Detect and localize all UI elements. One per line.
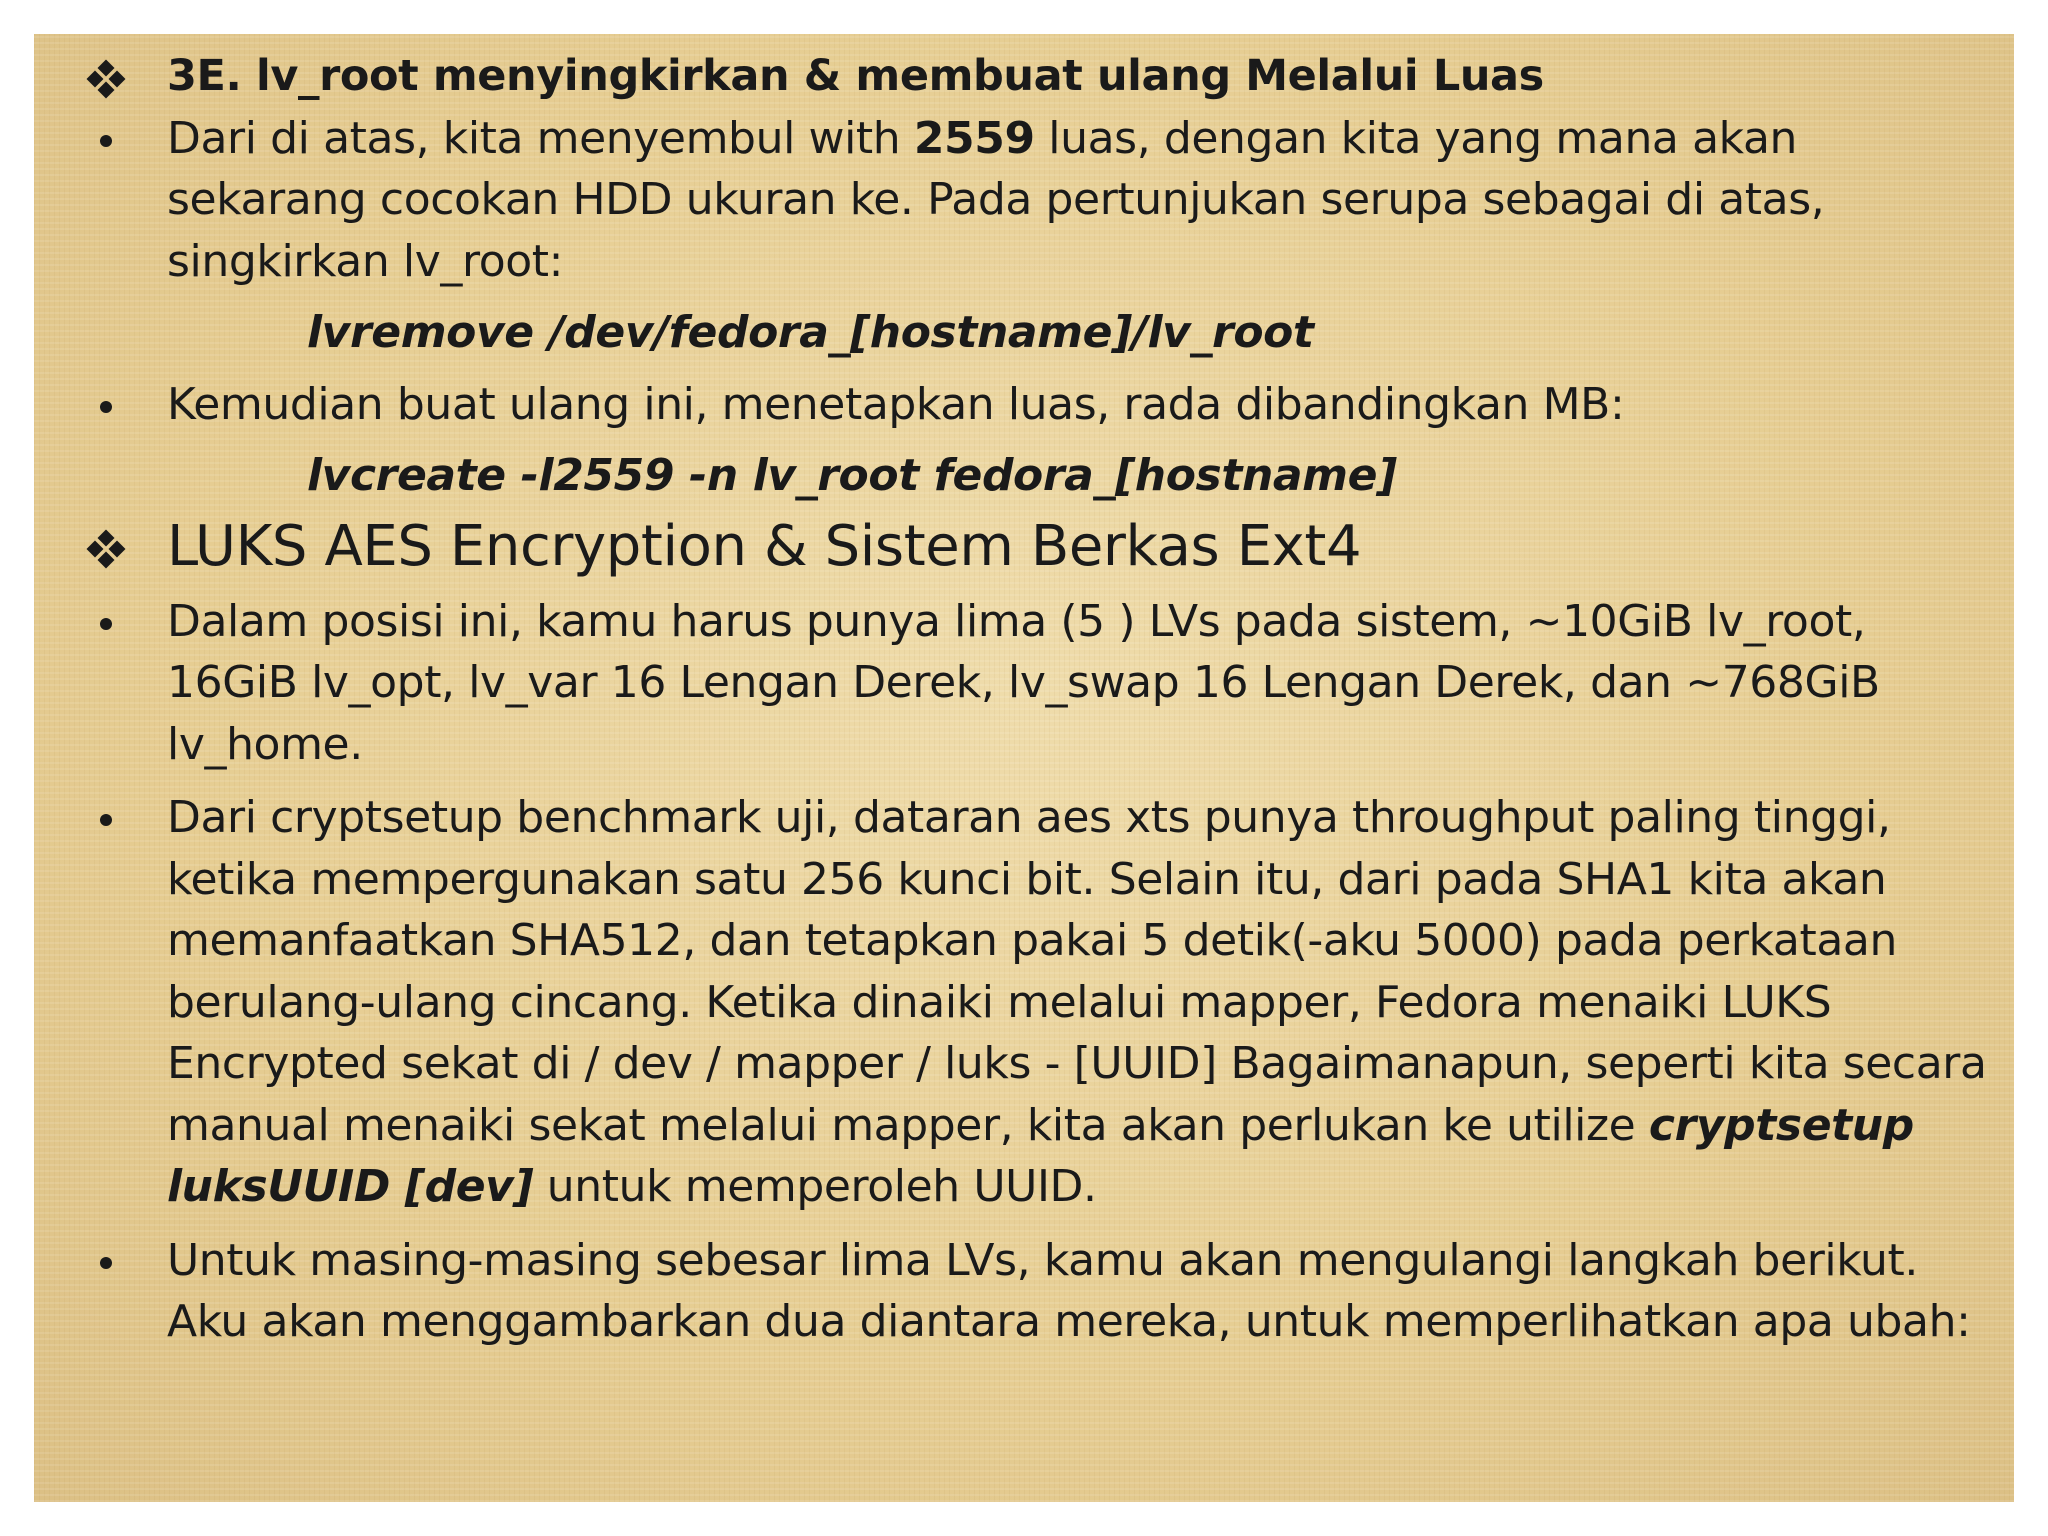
section1-heading: 3E. lv_root menyingkirkan & membuat ulang Melalui Luas [167, 51, 1544, 101]
section2-heading-row [56, 513, 1996, 581]
bullet-dot-icon [86, 374, 126, 436]
section1-bullet2-text: Kemudian buat ulang ini, menetapkan luas, rada dibandingkan MB: [167, 378, 1625, 430]
section1-heading-row [56, 46, 1996, 108]
section2-bullet1-text: Dalam posisi ini, kamu harus punya lima (5 ) LVs pada sistem, ~10GiB lv_root, 16GiB lv_opt, lv_var 16 Lengan Derek, lv_swap 16 Lengan Derek, dan ~768GiB lv_home. [167, 595, 1880, 770]
section1-bullet1 [56, 108, 1996, 293]
section2-bullet1 [56, 591, 1996, 776]
section2-bullet3 [56, 1230, 1996, 1353]
slide [34, 34, 2014, 1502]
slide-content [56, 46, 1996, 1353]
section2-heading: LUKS AES Encryption & Sistem Berkas Ext4 [167, 513, 1362, 579]
section2-bullet3-text: Untuk masing-masing sebesar lima LVs, kamu akan mengulangi langkah berikut. Aku akan menggambarkan dua diantara mereka, untuk memperlihatkan apa ubah: [167, 1234, 1971, 1347]
four-diamond-icon [86, 46, 126, 108]
section1-bullet2 [56, 374, 1996, 436]
bullet-dot-icon [86, 591, 126, 653]
bullet-dot-icon [86, 108, 126, 170]
section1-code2: lvcreate -l2559 -n lv_root fedora_[hostname] [307, 450, 1397, 501]
section2-bullet2 [56, 787, 1996, 1218]
section1-bullet1-bold: 2559 [913, 112, 1035, 164]
section1-bullet1-text2: luas, dengan kita yang mana akan sekarang cocokan HDD ukuran ke. Pada pertunjukan serupa sebagai di atas, singkirkan lv_root: [167, 112, 1825, 287]
bullet-dot-icon [86, 787, 126, 849]
section2-bullet2-text1: Dari cryptsetup benchmark uji, dataran aes xts punya throughput paling tinggi, ketika mempergunakan satu 256 kunci bit. Selain itu, dari pada SHA1 kita akan memanfaatkan SHA512, dan tetapkan pakai 5 detik(-aku 5000) pada perkataan berulang-ulang cincang. Ketika dinaiki melalui mapper, Fedora menaiki LUKS Encrypted sekat di / dev / mapper / luks - [UUID] Bagaimanapun, seperti kita secara manual menaiki sekat melalui mapper, kita akan perlukan ke utilize [167, 792, 1987, 1151]
four-diamond-icon [86, 513, 126, 581]
section1-bullet1-text1: Dari di atas, kita menyembul with [167, 112, 914, 164]
section2-bullet2-code: cryptsetup luksUUID [dev] [167, 1099, 1914, 1212]
section2-bullet2-text2: untuk memperoleh UUID. [533, 1161, 1097, 1212]
section1-code1: lvremove /dev/fedora_[hostname]/lv_root [307, 307, 1314, 358]
bullet-dot-icon [86, 1230, 126, 1292]
